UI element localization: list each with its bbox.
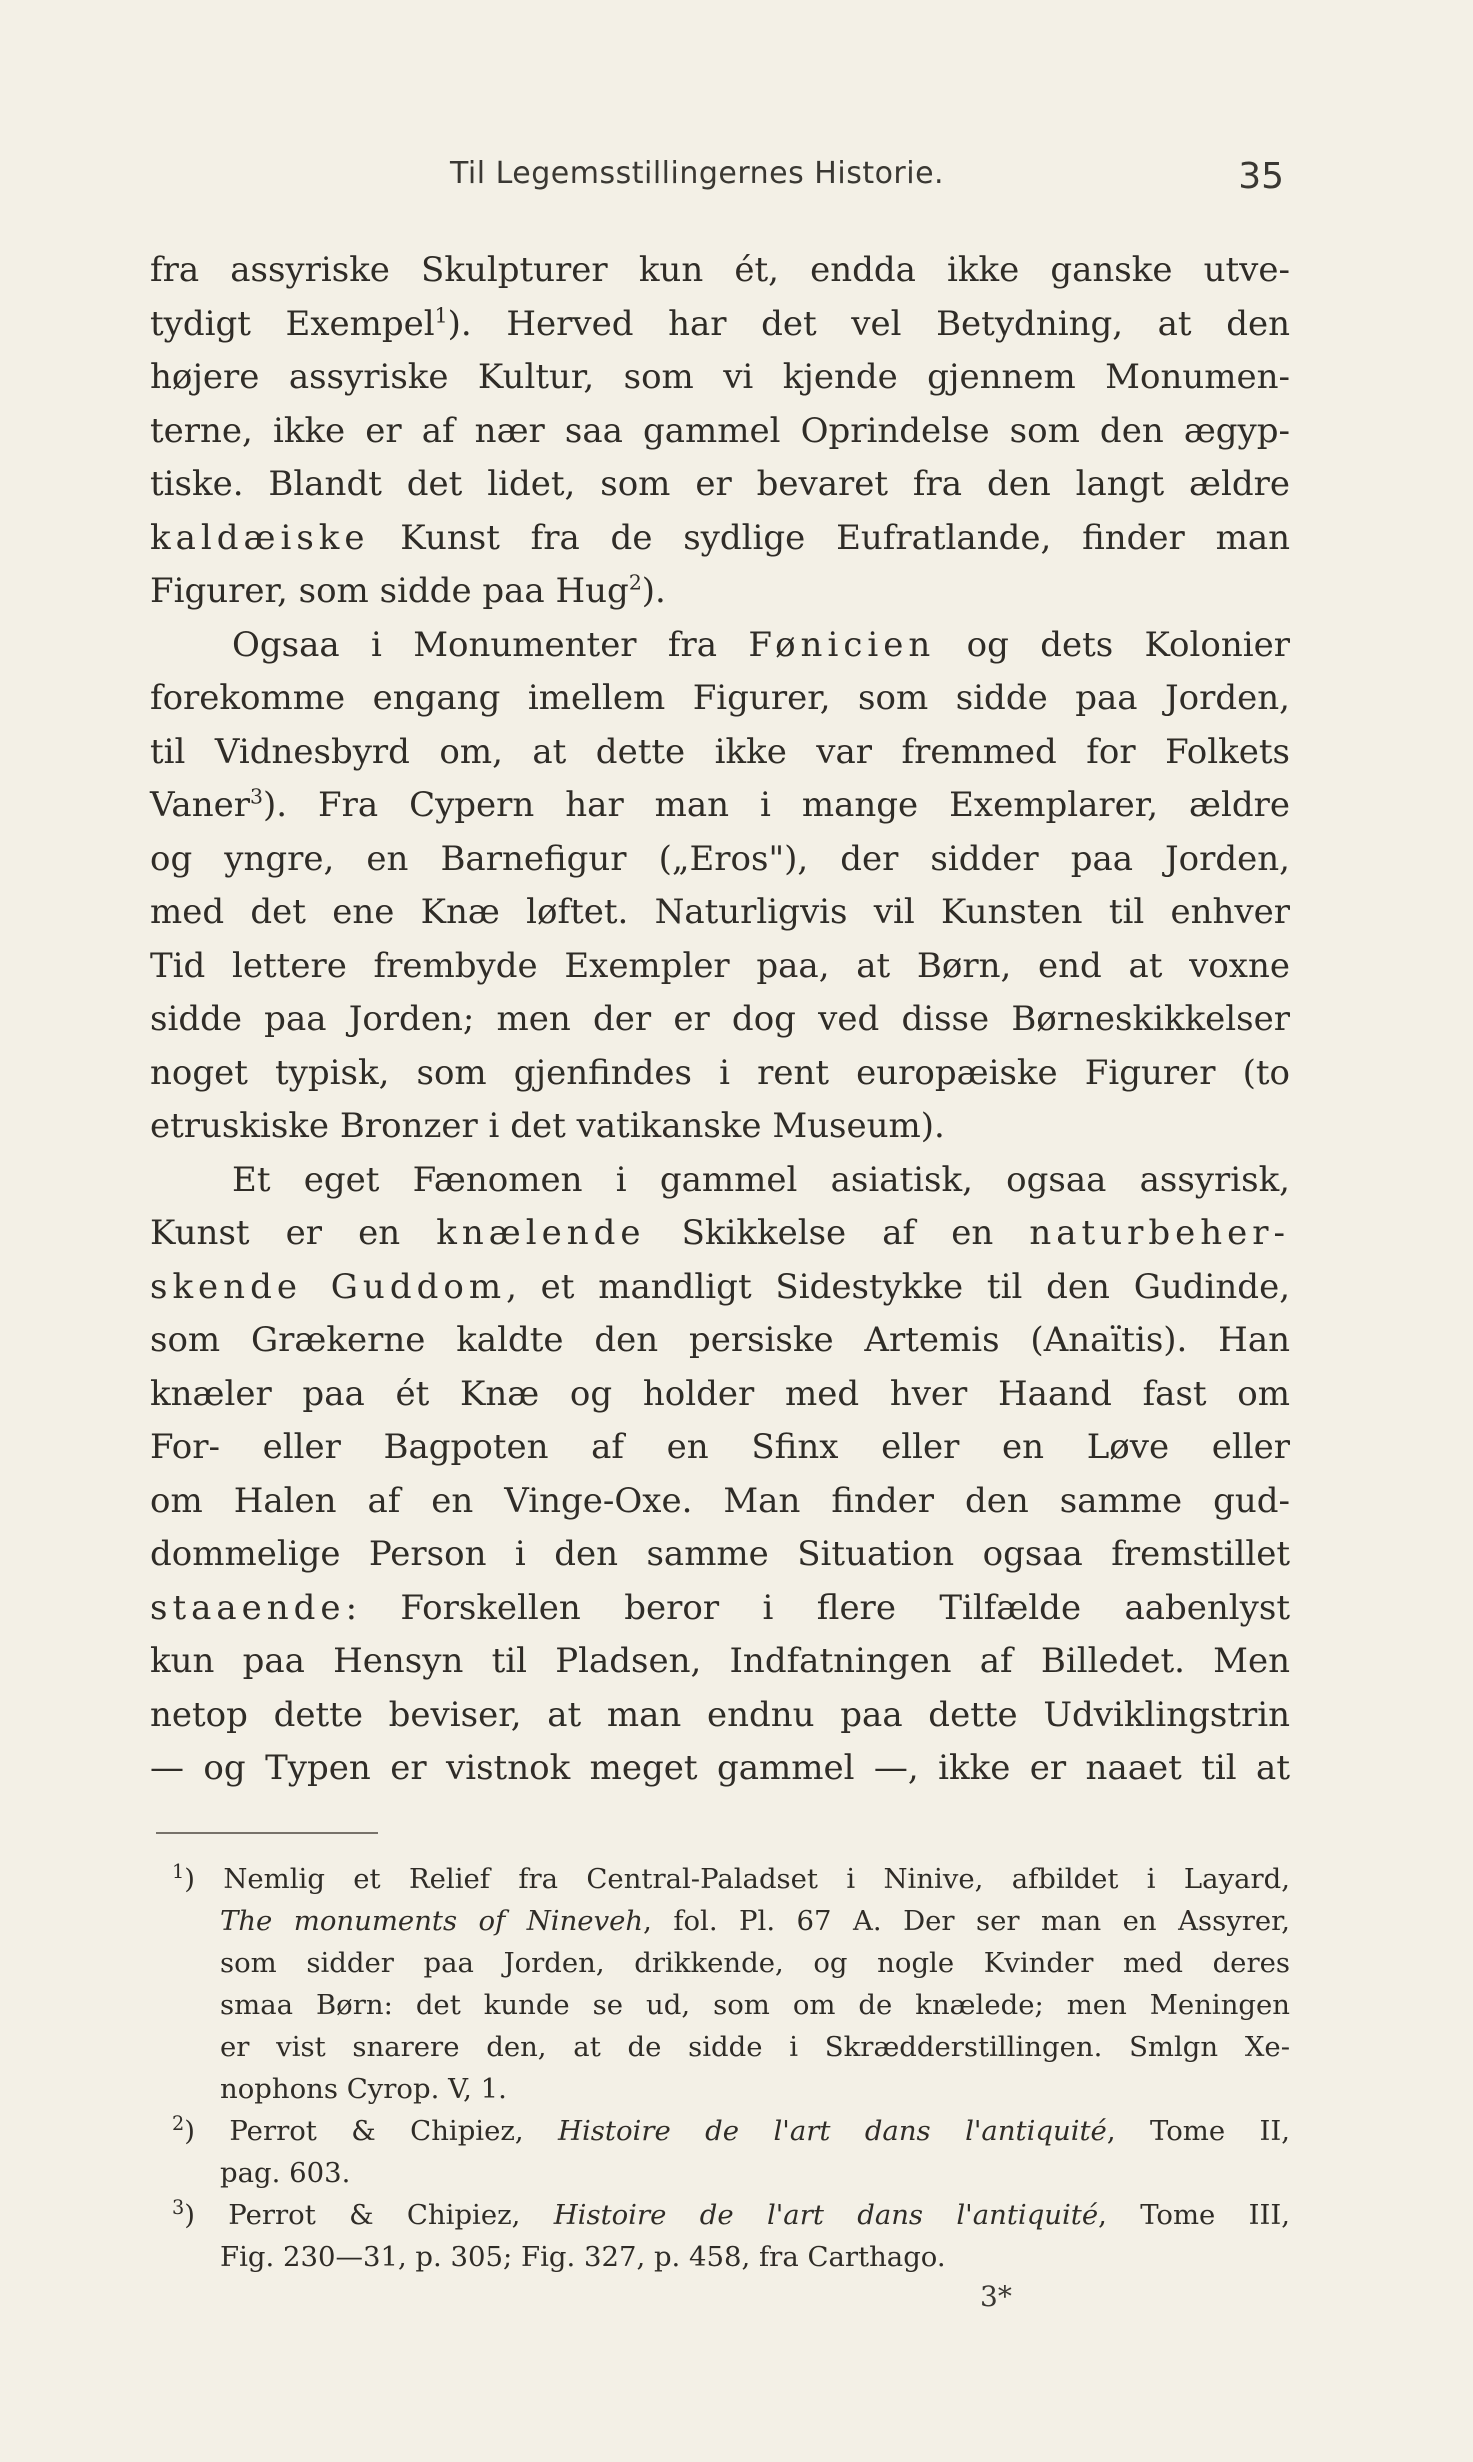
text-line: Ogsaa i Monumenter fra Fønicien og dets Kolonier <box>232 624 1290 665</box>
footnote-line: nophons Cyrop. V, 1. <box>220 2073 507 2105</box>
text-line: og yngre, en Barnefigur („Eros"), der sidder paa Jorden, <box>150 838 1290 879</box>
footnote-ref: 1 <box>434 303 448 328</box>
text-line: — og Typen er vistnok meget gammel —, ikke er naaet til at <box>150 1748 1290 1788</box>
text-line: Vaner$^3$). Fra Cypern har man i mange Exemplarer, ældre <box>150 784 1290 825</box>
text-line: dommelige Person i den samme Situation ogsaa fremstillet <box>150 1534 1290 1574</box>
text-line: Tid lettere frembyde Exempler paa, at Børn, end at voxne <box>150 945 1290 986</box>
footnote-marker: 1 <box>172 1859 185 1883</box>
book-title: Histoire de l'art dans l'antiquité <box>558 2115 1107 2147</box>
footnote-ref: 3 <box>249 784 263 809</box>
text-line: skende Guddom, et mandligt Sidestykke til den Gudinde, <box>150 1266 1291 1307</box>
spaced-emphasis: naturbeher- <box>1029 1213 1290 1253</box>
text-line: forekomme engang imellem Figurer, som sidde paa Jorden, <box>150 678 1290 718</box>
page-header <box>150 148 1290 204</box>
text-line: kaldæiske Kunst fra de sydlige Eufratlande, finder man <box>150 517 1290 558</box>
text-line: som Grækerne kaldte den persiske Artemis (Anaïtis). Han <box>150 1320 1290 1360</box>
text-line: højere assyriske Kultur, som vi kjende gjennem Monumen- <box>150 357 1290 397</box>
text-line: sidde paa Jorden; men der er dog ved disse Børneskikkelser <box>150 999 1290 1039</box>
footnotes <box>150 1858 1290 2278</box>
spaced-emphasis: Fønicien <box>748 624 936 665</box>
text-line: staaende: Forskellen beror i flere Tilfælde aabenlyst <box>150 1587 1290 1628</box>
spaced-emphasis: kaldæiske <box>150 517 370 558</box>
book-title: Histoire de l'art dans l'antiquité <box>553 2199 1099 2231</box>
footnote-ref: 2 <box>628 570 642 595</box>
footnote-line: $^2$) Perrot & Chipiez, Histoire de l'art dans l'antiquité, Tome II, <box>172 2111 1290 2147</box>
text-line: tydigt Exempel$^1$). Herved har det vel Betydning, at den <box>150 303 1290 344</box>
footnote-line: $^1$) Nemlig et Relief fra Central-Paladset i Ninive, afbildet i Layard, <box>172 1859 1290 1895</box>
text-line: tiske. Blandt det lidet, som er bevaret fra den langt ældre <box>150 464 1290 504</box>
text-line: etruskiske Bronzer i det vatikanske Museum). <box>150 1106 945 1146</box>
footnote-marker: 3 <box>172 2195 185 2219</box>
text-line: terne, ikke er af nær saa gammel Oprindelse som den ægyp- <box>150 410 1290 451</box>
footnote-separator <box>156 1832 378 1834</box>
footnote-line: Fig. 230—31, p. 305; Fig. 327, p. 458, fra Carthago. <box>220 2241 946 2273</box>
text-line: Kunst er en knælende Skikkelse af en naturbeher- <box>150 1213 1290 1253</box>
page-number: 35 <box>1238 156 1284 197</box>
footnote-line: The monuments of Nineveh, fol. Pl. 67 A. Der ser man en Assyrer, <box>220 1905 1290 1937</box>
text-line: Et eget Fænomen i gammel asiatisk, ogsaa assyrisk, <box>232 1159 1290 1200</box>
signature-mark: 3* <box>980 2280 1012 2313</box>
text-line: knæler paa ét Knæ og holder med hver Haand fast om <box>150 1373 1290 1414</box>
text-line: til Vidnesbyrd om, at dette ikke var fremmed for Folkets <box>150 731 1290 772</box>
text-line: netop dette beviser, at man endnu paa dette Udviklingstrin <box>150 1694 1290 1735</box>
book-title: The monuments of Nineveh <box>220 1905 644 1937</box>
footnote-line: er vist snarere den, at de sidde i Skrædderstillingen. Smlgn Xe- <box>220 2031 1290 2063</box>
footnote-marker: 2 <box>172 2111 185 2135</box>
text-line: med det ene Knæ løftet. Naturligvis vil Kunsten til enhver <box>150 892 1290 932</box>
footnote-line: som sidder paa Jorden, drikkende, og nogle Kvinder med deres <box>220 1947 1290 1979</box>
footnote-line: $^3$) Perrot & Chipiez, Histoire de l'art dans l'antiquité, Tome III, <box>172 2195 1290 2231</box>
spaced-emphasis: knælende <box>436 1213 646 1253</box>
footnote-line: pag. 603. <box>220 2157 351 2189</box>
text-line: kun paa Hensyn til Pladsen, Indfatningen af Billedet. Men <box>150 1641 1290 1681</box>
text-line: Figurer, som sidde paa Hug$^2$). <box>150 570 666 611</box>
spaced-emphasis: skende Guddom <box>150 1266 507 1307</box>
text-line: om Halen af en Vinge-Oxe. Man finder den samme gud- <box>150 1480 1290 1521</box>
running-title: Til Legemsstillingernes Historie. <box>450 156 945 191</box>
text-line: fra assyriske Skulpturer kun ét, endda ikke ganske utve- <box>150 250 1290 290</box>
spaced-emphasis: staaende <box>150 1587 346 1628</box>
body-text <box>150 244 1290 1796</box>
footnote-line: smaa Børn: det kunde se ud, som om de knælede; men Meningen <box>220 1989 1290 2021</box>
text-line: For- eller Bagpoten af en Sfinx eller en Løve eller <box>150 1427 1290 1467</box>
text-line: noget typisk, som gjenfindes i rent europæiske Figurer (to <box>150 1052 1290 1093</box>
